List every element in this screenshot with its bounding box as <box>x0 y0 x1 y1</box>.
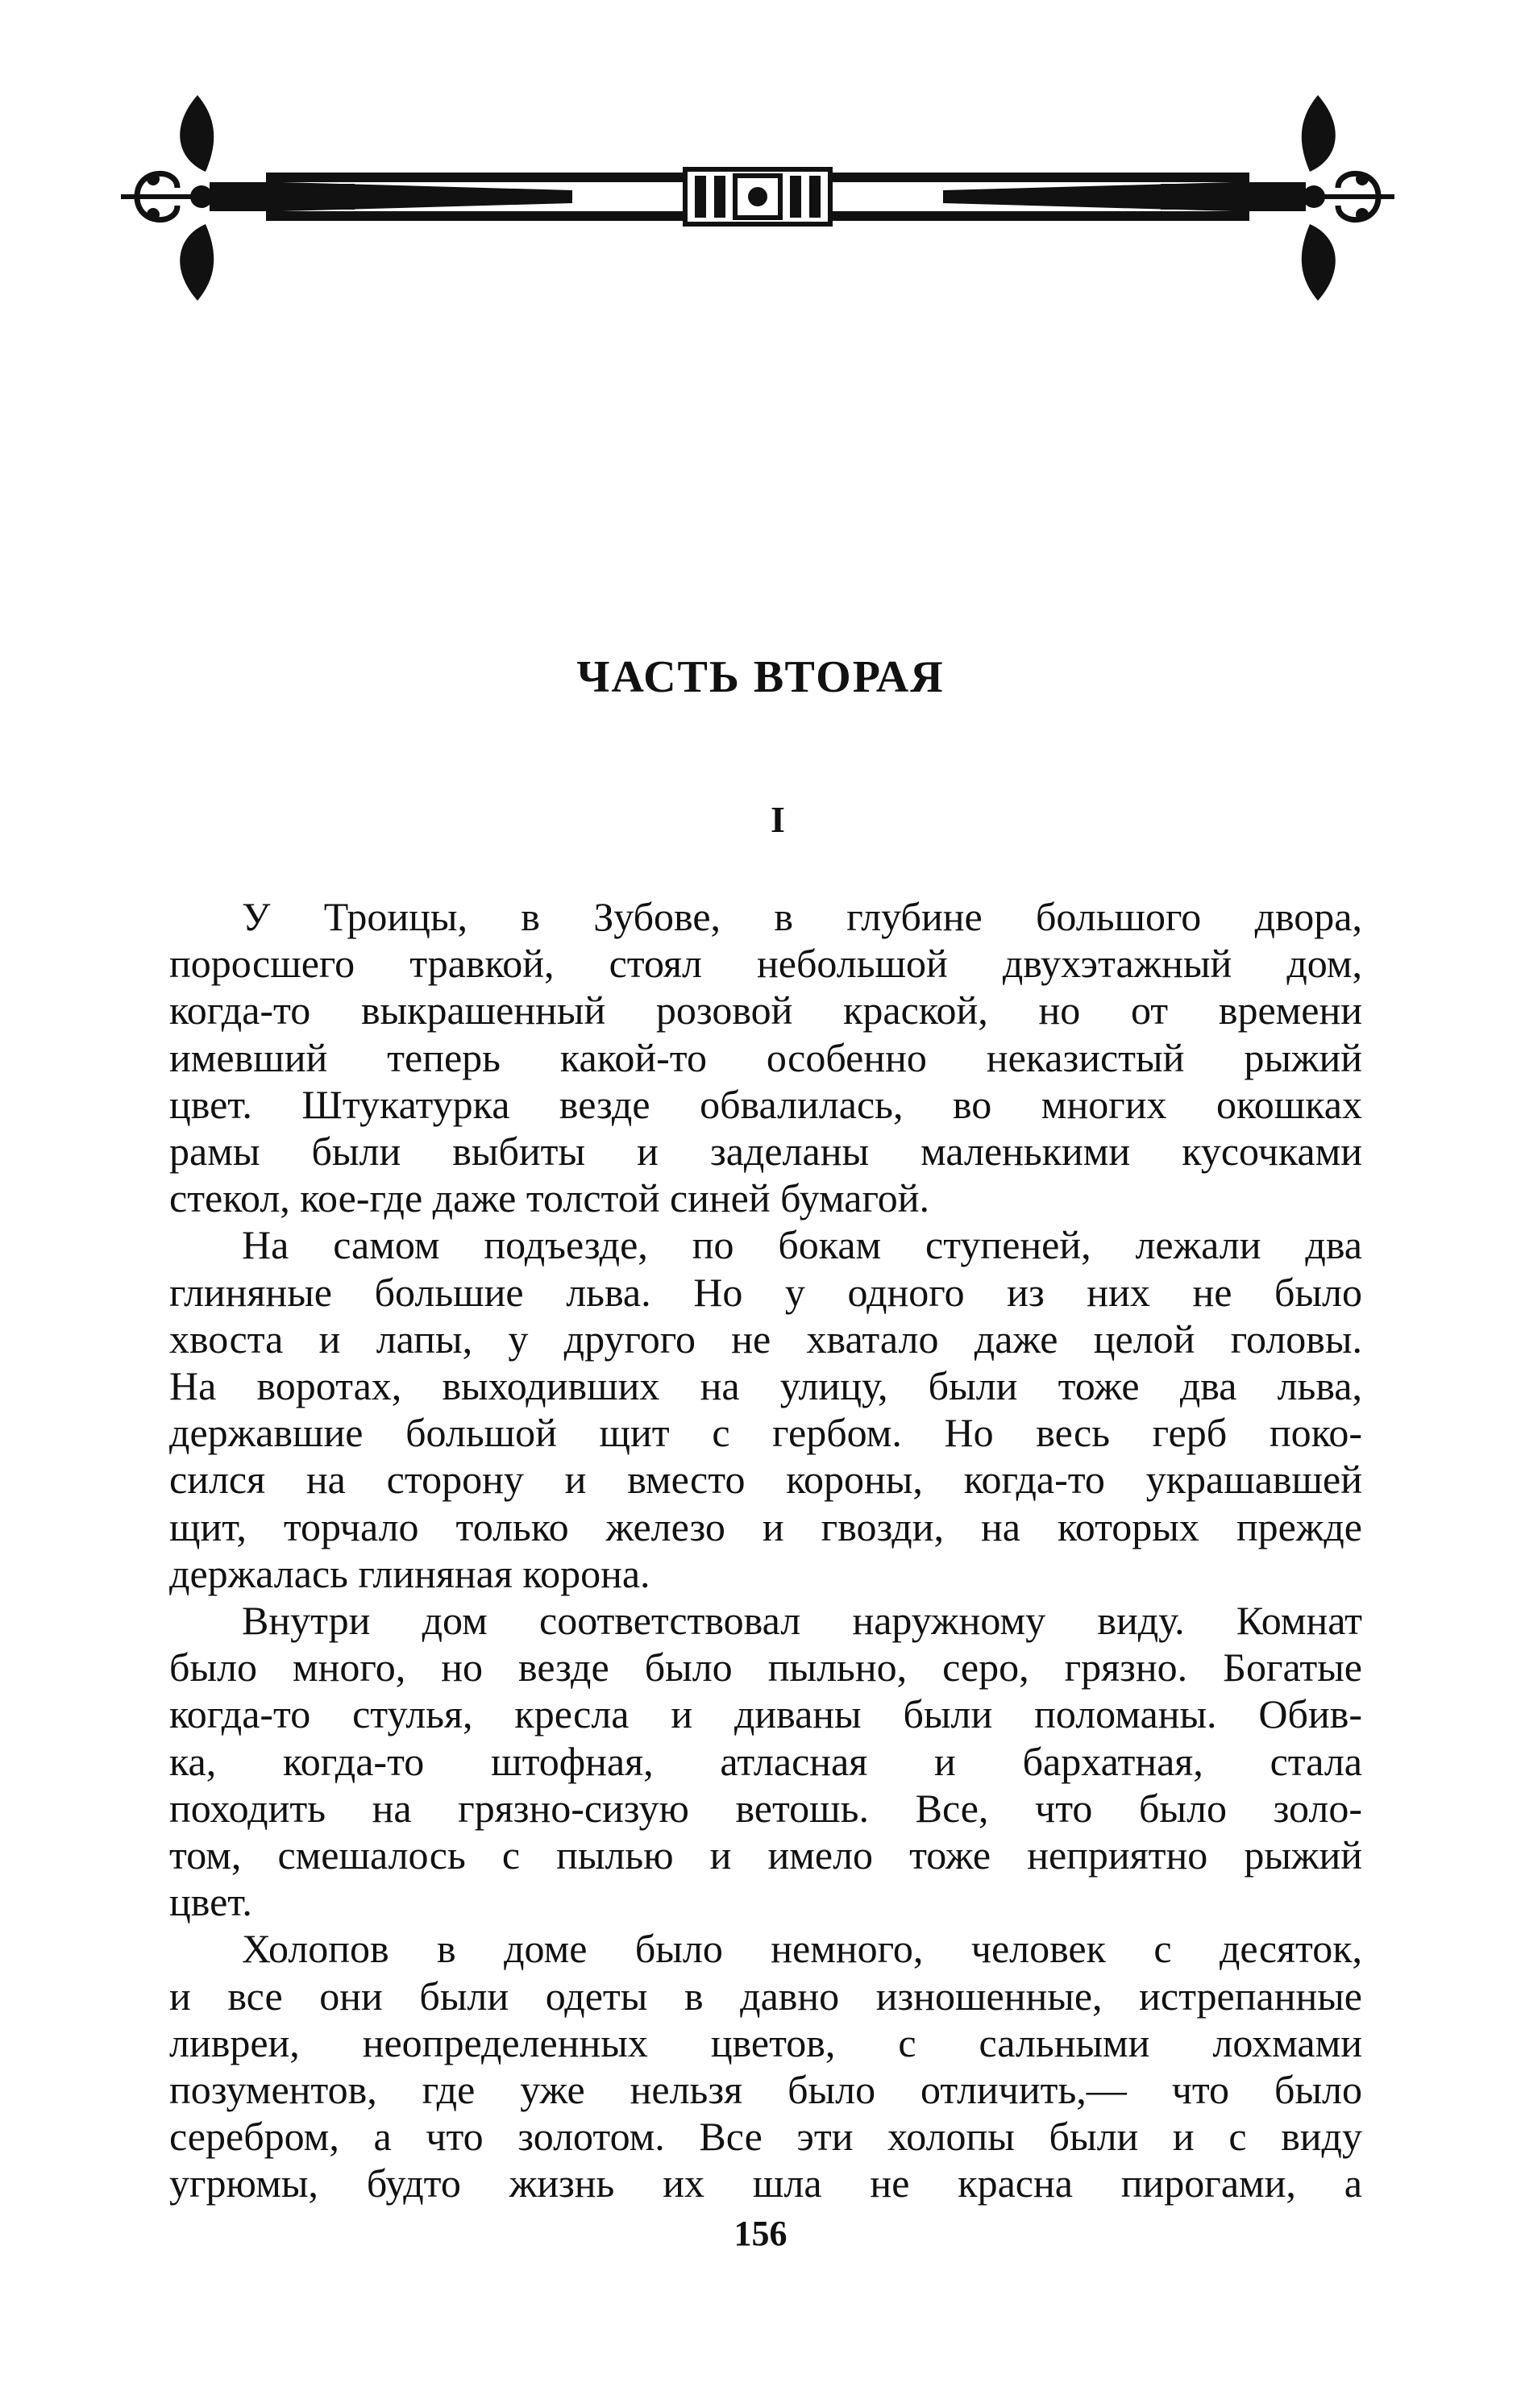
text-line: Внутри дом соответствовал наружному виду. Комнат <box>242 1598 1362 1644</box>
text-line: цвет. Штукатурка везде обвалилась, во многих окошках <box>169 1081 1362 1127</box>
text-line: угрюмы, будто жизнь их шла не красна пирогами, а <box>169 2161 1362 2206</box>
text-line: хвоста и лапы, у другого не хватало даже целой головы. <box>169 1316 1362 1362</box>
text-line: ливреи, неопределенных цветов, с сальными лохмами <box>169 2019 1362 2065</box>
text-line: державшие большой щит с гербом. Но весь герб поко- <box>169 1410 1362 1456</box>
text-line: рамы были выбиты и заделаны маленькими кусочками <box>169 1129 1362 1175</box>
text-line: походить на грязно-сизую ветошь. Все, что было золо- <box>169 1785 1362 1831</box>
page-number: 156 <box>733 2214 788 2253</box>
paragraph <box>169 1597 1362 1925</box>
text-line: держалась глиняная корона. <box>169 1550 650 1596</box>
text-line: и все они были одеты в давно изношенные, истрепанные <box>169 1973 1362 2019</box>
text-line: щит, торчало только железо и гвозди, на которых прежде <box>169 1503 1362 1549</box>
text-line: когда-то стулья, кресла и диваны были поломаны. Обив- <box>169 1691 1362 1737</box>
text-line: стекол, кое-где даже толстой синей бумагой. <box>169 1175 930 1221</box>
text-line: На самом подъезде, по бокам ступеней, лежали два <box>242 1222 1362 1268</box>
text-line: сился на сторону и вместо короны, когда-то украшавшей <box>169 1457 1362 1503</box>
paragraph <box>169 893 1362 1221</box>
text-line: когда-то выкрашенный розовой краской, но от времени <box>169 988 1362 1033</box>
text-line: У Троицы, в Зубове, в глубине большого двора, <box>242 894 1362 939</box>
paragraph <box>169 1925 1362 2206</box>
text-line: ка, когда-то штофная, атласная и бархатная, стала <box>169 1738 1362 1784</box>
text-line: позументов, где уже нельзя было отличить,— что было <box>169 2067 1362 2113</box>
text-line: На воротах, выходивших на улицу, были тоже два льва, <box>169 1363 1362 1409</box>
text-line: было много, но везде было пыльно, серо, грязно. Богатые <box>169 1645 1362 1691</box>
paragraph <box>169 1221 1362 1597</box>
text-line: Холопов в доме было немного, человек с десяток, <box>242 1926 1362 1972</box>
text-line: глиняные большие льва. Но у одного из них не было <box>169 1269 1362 1315</box>
text-line: цвет. <box>169 1879 252 1925</box>
decorative-header-ornament-icon <box>121 95 1394 313</box>
body-text <box>169 893 1362 2207</box>
text-line: поросшего травкой, стоял небольшой двухэтажный дом, <box>169 941 1362 987</box>
text-line: серебром, а что золотом. Все эти холопы были и с виду <box>169 2114 1362 2160</box>
part-title: ЧАСТЬ ВТОРАЯ <box>576 652 945 702</box>
chapter-number: I <box>771 799 785 840</box>
text-line: том, смешалось с пылью и имело тоже неприятно рыжий <box>169 1832 1362 1878</box>
text-line: имевший теперь какой-то особенно неказистый рыжий <box>169 1034 1362 1080</box>
